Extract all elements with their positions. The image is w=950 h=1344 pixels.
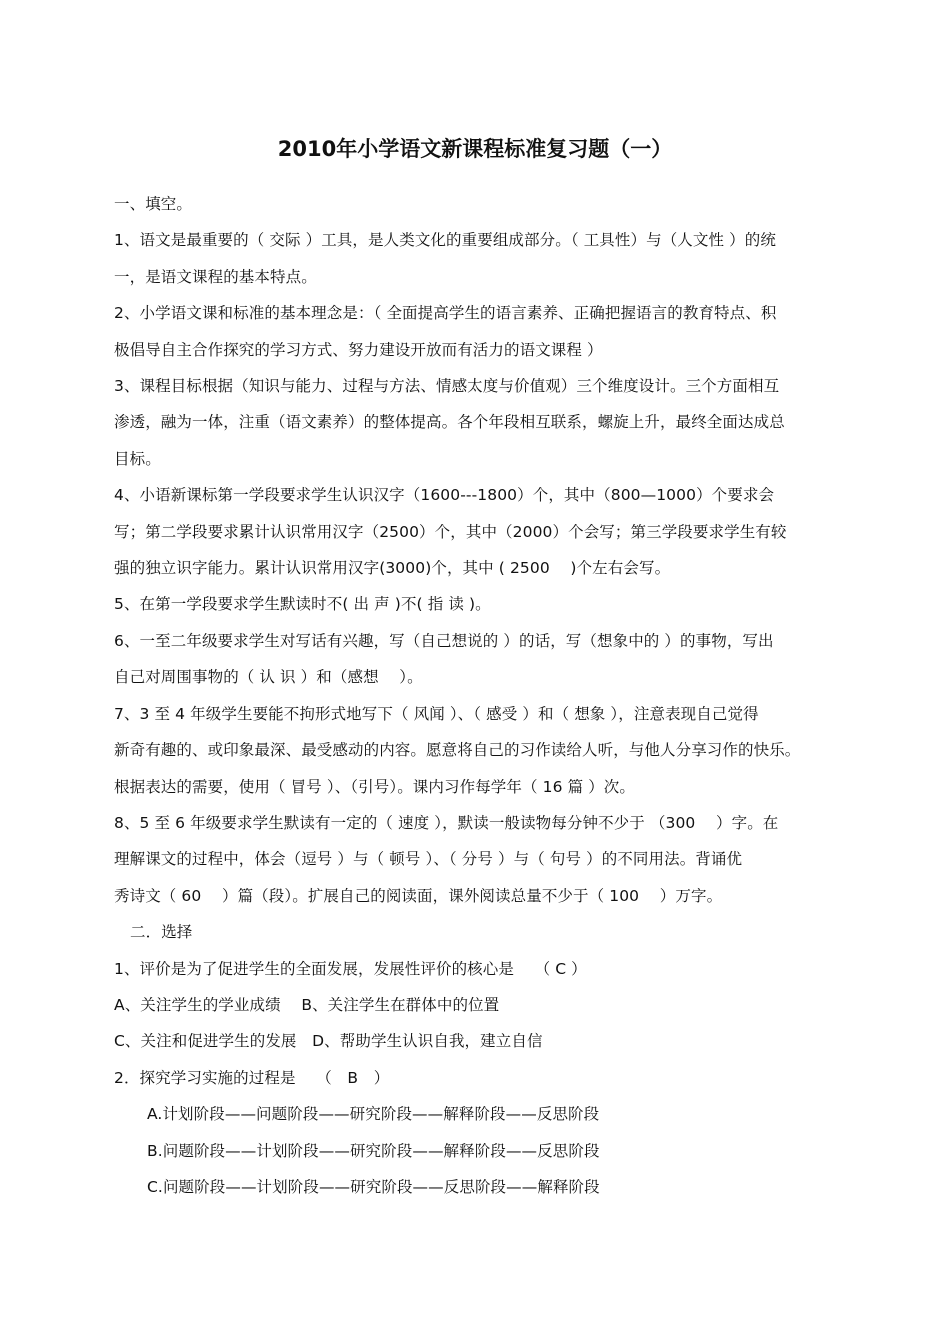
paragraph-line: 强的独立识字能力。累计认识常用汉字(3000)个，其中 ( 2500 )个左右会写。 xyxy=(114,559,671,578)
paragraph-line: 2、小学语文课和标准的基本理念是：（ 全面提高学生的语言素养、正确把握语言的教育特点、积 xyxy=(114,304,777,323)
answer-options-line: C、关注和促进学生的发展 D、帮助学生认识自我，建立自信 xyxy=(114,1032,543,1051)
paragraph-line: 7、3 至 4 年级学生要能不拘形式地写下（ 风闻 ）、（ 感受 ）和（ 想象 ），注意表现自己觉得 xyxy=(114,704,759,723)
document-title: 2010年小学语文新课程标准复习题（一） xyxy=(277,137,673,161)
answer-option-b: B.问题阶段——计划阶段——研究阶段——解释阶段——反思阶段 xyxy=(147,1141,600,1160)
paragraph-line: 5、在第一学段要求学生默读时不( 出 声 )不( 指 读 )。 xyxy=(114,595,491,614)
paragraph-line: 写；第二学段要求累计认识常用汉字（2500）个，其中（2000）个会写；第三学段要求学生有较 xyxy=(114,522,787,541)
section-heading-fill-blank: 一、填空。 xyxy=(114,195,193,213)
paragraph-line: 秀诗文（ 60 ）篇（段）。扩展自己的阅读面，课外阅读总量不少于（ 100 ）万字。 xyxy=(114,886,723,905)
answer-option-a: A.计划阶段——问题阶段——研究阶段——解释阶段——反思阶段 xyxy=(147,1105,600,1124)
paragraph-line: 自己对周围事物的（ 认 识 ）和（感想 ）。 xyxy=(114,668,423,687)
paragraph-line: 理解课文的过程中，体会（逗号 ）与（ 顿号 ）、（ 分号 ）与（ 句号 ）的不同用法。背诵优 xyxy=(114,850,743,869)
paragraph-line: 8、5 至 6 年级要求学生默读有一定的（ 速度 ），默读一般读物每分钟不少于 （300 ）字。在 xyxy=(114,813,779,832)
document-body xyxy=(114,186,846,1205)
paragraph-line: 极倡导自主合作探究的学习方式、努力建设开放而有活力的语文课程 ） xyxy=(114,340,603,359)
paragraph-line: 4、小语新课标第一学段要求学生认识汉字（1600---1800）个，其中（800—1000）个要求会 xyxy=(114,486,775,505)
paragraph-line: 3、课程目标根据（知识与能力、过程与方法、情感太度与价值观）三个维度设计。三个方面相互 xyxy=(114,377,780,396)
paragraph-line: 新奇有趣的、或印象最深、最受感动的内容。愿意将自己的习作读给人听，与他人分享习作的快乐。 xyxy=(114,741,801,760)
paragraph-line: 6、一至二年级要求学生对写话有兴趣，写（自己想说的 ）的话，写（想象中的 ）的事物，写出 xyxy=(114,631,774,650)
section-heading-choice: 二．选择 xyxy=(130,923,193,942)
question-line: 2．探究学习实施的过程是 （ B ） xyxy=(114,1068,390,1087)
paragraph-line: 1、语文是最重要的（ 交际 ）工具，是人类文化的重要组成部分。（ 工具性）与（人文性 ）的统 xyxy=(114,231,776,250)
answer-option-c: C.问题阶段——计划阶段——研究阶段——反思阶段——解释阶段 xyxy=(147,1177,600,1196)
answer-options-line: A、关注学生的学业成绩 B、关注学生在群体中的位置 xyxy=(114,995,500,1014)
paragraph-line: 根据表达的需要，使用（ 冒号 ）、（引号）。课内习作每学年（ 16 篇 ）次。 xyxy=(114,777,636,796)
paragraph-line: 一，是语文课程的基本特点。 xyxy=(114,267,317,286)
paragraph-line: 渗透，融为一体，注重（语文素养）的整体提高。各个年段相互联系，螺旋上升，最终全面达成总 xyxy=(114,413,785,432)
paragraph-line: 目标。 xyxy=(114,449,161,468)
question-line: 1、评价是为了促进学生的全面发展，发展性评价的核心是 （ C ） xyxy=(114,959,587,978)
